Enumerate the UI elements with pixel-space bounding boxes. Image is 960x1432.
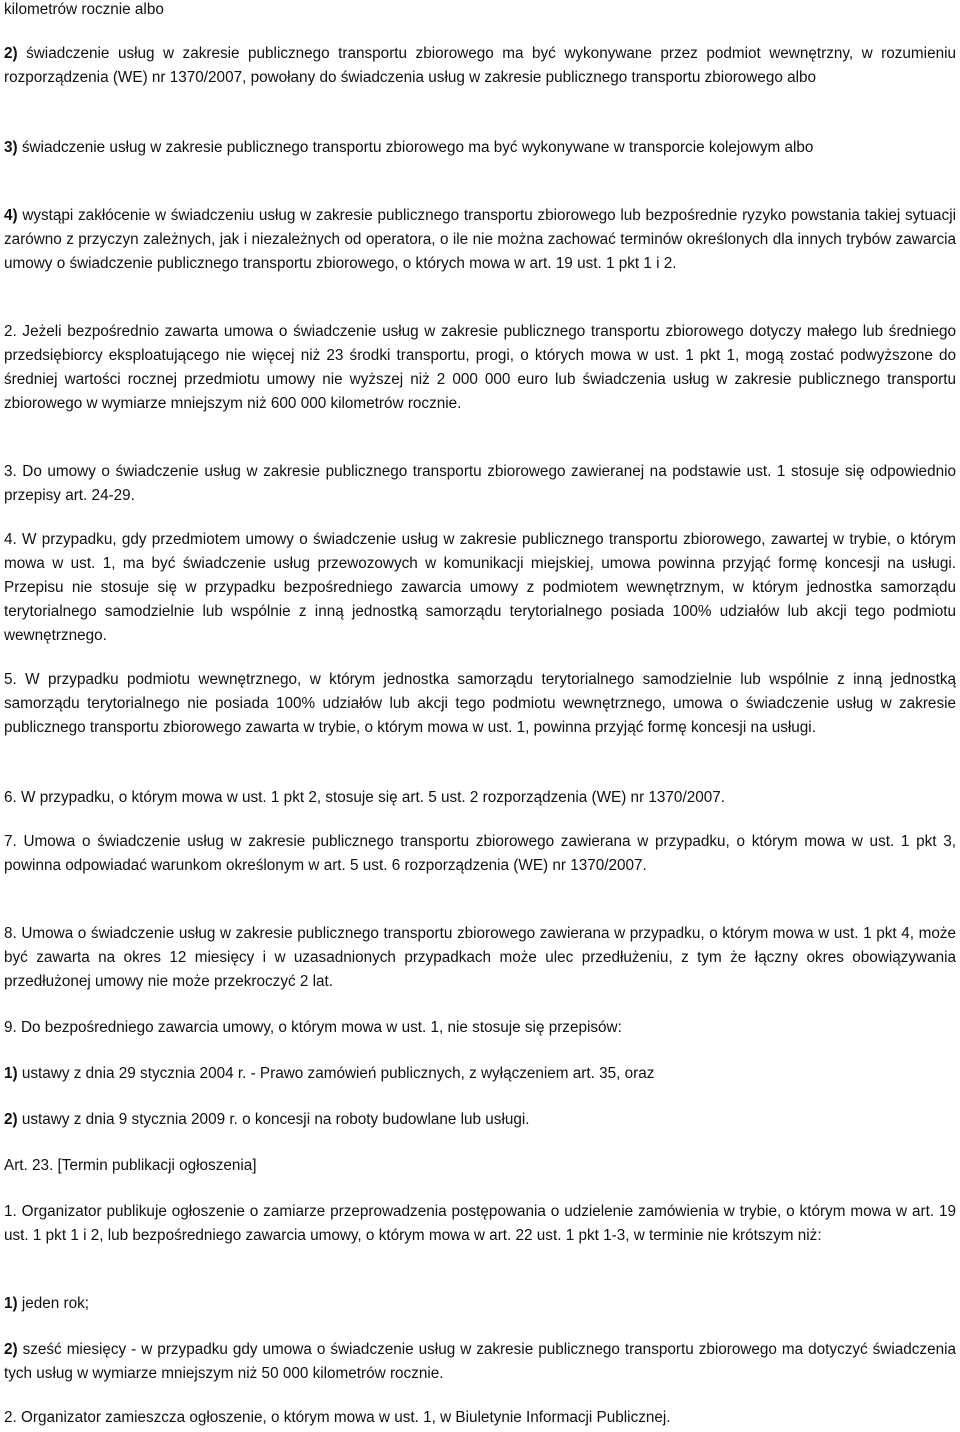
paragraph-section-5 (4, 668, 956, 740)
paragraph-number: 1) (4, 1295, 18, 1312)
paragraph-text: 6. W przypadku, o którym mowa w ust. 1 pkt 2, stosuje się art. 5 ust. 2 rozporządzenia (WE) nr 1370/2007. (4, 789, 725, 806)
paragraph-text: ustawy z dnia 29 stycznia 2004 r. - Prawo zamówień publicznych, z wyłączeniem art. 35, oraz (17, 1065, 655, 1082)
paragraph-article-23-1 (4, 1200, 956, 1248)
paragraph-article-23-2 (4, 1406, 956, 1430)
paragraph-section-3 (4, 460, 956, 508)
paragraph-text: 3. Do umowy o świadczenie usług w zakresie publicznego transportu zbiorowego zawieranej na podstawie ust. 1 stosuje się odpowiednio przepisy art. 24-29. (4, 463, 956, 504)
paragraph-section-4 (4, 528, 956, 648)
paragraph-number: 4) (4, 207, 18, 224)
paragraph-text: kilometrów rocznie albo (4, 1, 164, 18)
paragraph-text: jeden rok; (17, 1295, 90, 1312)
paragraph-section-7 (4, 830, 956, 878)
paragraph-section-2 (4, 320, 956, 416)
paragraph-text: 4. W przypadku, gdy przedmiotem umowy o świadczenie usług w zakresie publicznego transportu zbiorowego, zawartej w trybie, o którym mowa w ust. 1, ma być świadczenie usług przewozowych w komunikacji miejskiej, umowa powinna przyjąć formę koncesji na usługi. Przepisu nie stosuje się w przypadku bezpośredniego zawarcia umowy z podmiotem wewnętrznym, w którym jednostka samorządu terytorialnego samodzielnie lub wspólnie z inną jednostką samorządu terytorialnego posiada 100% udziałów lub akcji tego podmiotu wewnętrznego. (4, 531, 956, 644)
paragraph-number: 2) (4, 1111, 18, 1128)
paragraph-text: 5. W przypadku podmiotu wewnętrznego, w którym jednostka samorządu terytorialnego samodzielnie lub wspólnie z inną jednostką samorządu terytorialnego nie posiada 100% udziałów lub akcji tego podmiotu wewnętrznego, umowa o świadczenie usług w zakresie publicznego transportu zbiorowego zawarta w trybie, o którym mowa w ust. 1, powinna przyjąć formę koncesji na usługi. (4, 671, 956, 736)
paragraph-section-8 (4, 922, 956, 994)
paragraph-text: 2. Jeżeli bezpośrednio zawarta umowa o świadczenie usług w zakresie publicznego transportu zbiorowego dotyczy małego lub średniego przedsiębiorcy eksploatującego nie więcej niż 23 środki transportu, progi, o których mowa w ust. 1 pkt 1, mogą zostać podwyższone do średniej wartości rocznej przedmiotu umowy nie wyższej niż 2 000 000 euro lub świadczenia usług w zakresie publicznego transportu zbiorowego w wymiarze mniejszym niż 600 000 kilometrów rocznie. (4, 323, 956, 412)
paragraph-text: 1. Organizator publikuje ogłoszenie o zamiarze przeprowadzenia postępowania o udzielenie zamówienia w trybie, o którym mowa w art. 19 ust. 1 pkt 1 i 2, lub bezpośredniego zawarcia umowy, o którym mowa w art. 22 ust. 1 pkt 1-3, w terminie nie krótszym niż: (4, 1203, 956, 1244)
paragraph-text: sześć miesięcy - w przypadku gdy umowa o świadczenie usług w zakresie publicznego transportu zbiorowego ma dotyczyć świadczenia tych usług w wymiarze mniejszym niż 50 000 kilometrów rocznie. (4, 1341, 956, 1382)
paragraph-text: ustawy z dnia 9 stycznia 2009 r. o koncesji na roboty budowlane lub usługi. (17, 1111, 530, 1128)
paragraph-item-1 (4, 1062, 956, 1086)
paragraph-text: Art. 23. [Termin publikacji ogłoszenia] (4, 1157, 257, 1174)
paragraph-text: 8. Umowa o świadczenie usług w zakresie publicznego transportu zbiorowego zawierana w przypadku, o którym mowa w ust. 1 pkt 4, może być zawarta na okres 12 miesięcy i w uzasadnionych przypadkach może ulec przedłużeniu, z tym że łączny okres obowiązywania przedłużonej umowy nie może przekroczyć 2 lat. (4, 925, 956, 990)
paragraph-number: 2) (4, 45, 18, 62)
paragraph-text: wystąpi zakłócenie w świadczeniu usług w zakresie publicznego transportu zbiorowego lub bezpośrednie ryzyko powstania takiej sytuacji zarówno z przyczyn zależnych, jak i niezależnych od operatora, o ile nie można zachować terminów określonych dla innych trybów zawarcia umowy o świadczenie publicznego transportu zbiorowego, o których mowa w art. 19 ust. 1 pkt 1 i 2. (4, 207, 956, 272)
paragraph-item-2 (4, 1108, 956, 1132)
paragraph-point-4 (4, 204, 956, 276)
paragraph-section-9 (4, 1016, 956, 1040)
paragraph-text: 7. Umowa o świadczenie usług w zakresie publicznego transportu zbiorowego zawierana w przypadku, o którym mowa w ust. 1 pkt 3, powinna odpowiadać warunkom określonym w art. 5 ust. 6 rozporządzenia (WE) nr 1370/2007. (4, 833, 956, 874)
paragraph-text: świadczenie usług w zakresie publicznego transportu zbiorowego ma być wykonywane w transporcie kolejowym albo (17, 139, 814, 156)
paragraph-point-3 (4, 136, 956, 160)
paragraph-number: 2) (4, 1341, 18, 1358)
paragraph-number: 1) (4, 1065, 18, 1082)
paragraph-continuation (4, 0, 956, 22)
paragraph-section-6 (4, 786, 956, 810)
paragraph-number: 3) (4, 139, 18, 156)
paragraph-item-2-months (4, 1338, 956, 1386)
paragraph-text: 2. Organizator zamieszcza ogłoszenie, o którym mowa w ust. 1, w Biuletynie Informacji Publicznej. (4, 1409, 671, 1426)
paragraph-text: 9. Do bezpośredniego zawarcia umowy, o którym mowa w ust. 1, nie stosuje się przepisów: (4, 1019, 622, 1036)
paragraph-point-2 (4, 42, 956, 90)
article-heading (4, 1154, 956, 1178)
paragraph-text: świadczenie usług w zakresie publicznego transportu zbiorowego ma być wykonywane przez podmiot wewnętrzny, w rozumieniu rozporządzenia (WE) nr 1370/2007, powołany do świadczenia usług w zakresie publicznego transportu zbiorowego albo (4, 45, 956, 86)
paragraph-item-1-year (4, 1292, 956, 1316)
